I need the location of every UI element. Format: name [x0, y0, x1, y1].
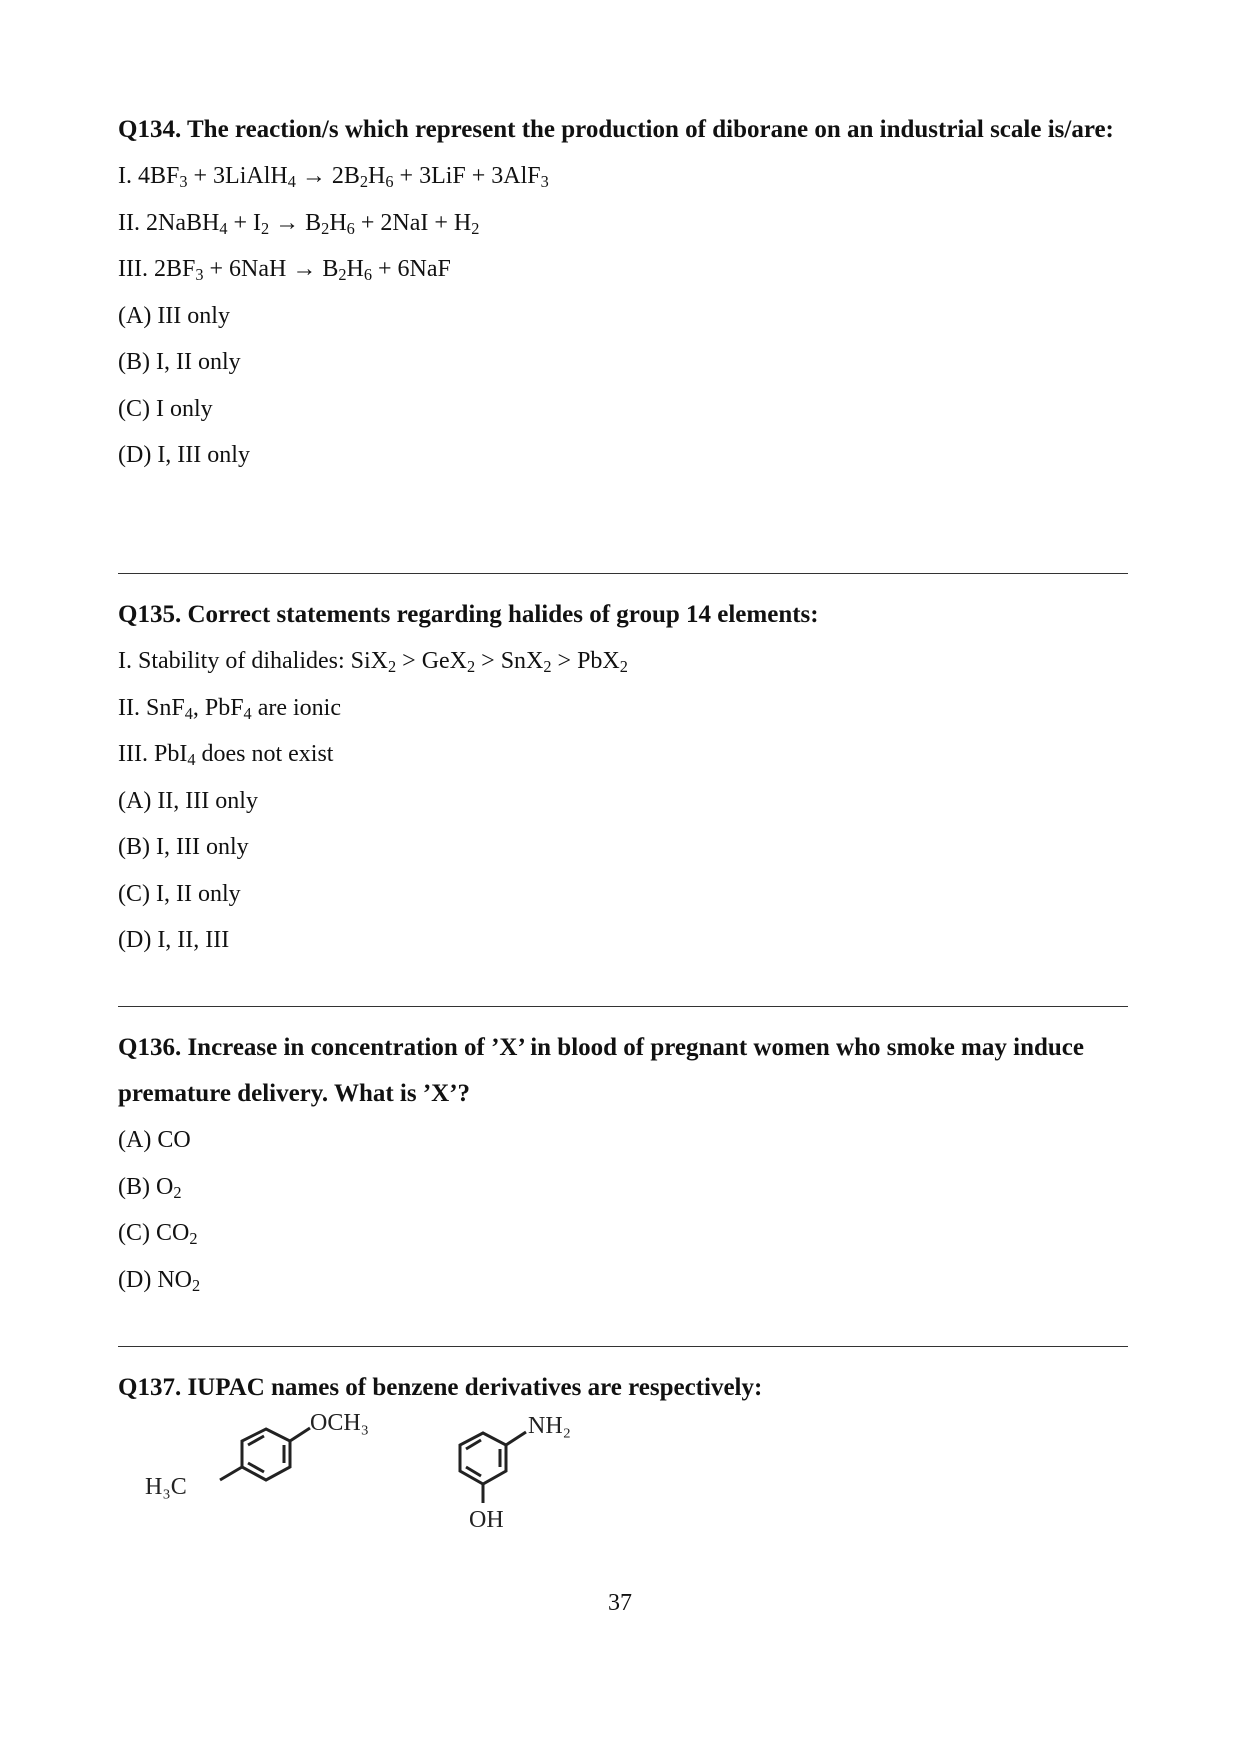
text-segment: (A) III only	[118, 302, 230, 329]
subscript: 4	[184, 703, 193, 723]
benzene-structure-methoxy	[140, 1405, 400, 1530]
text-segment: II. 2NaBH	[118, 209, 220, 236]
subscript: 2	[471, 218, 480, 238]
question-line	[118, 386, 1128, 433]
text-segment: H	[329, 209, 347, 236]
subscript: 6	[346, 218, 355, 238]
question-line	[118, 200, 1128, 247]
subscript: 2	[619, 657, 628, 677]
text-segment: III. PbI	[118, 741, 188, 767]
substituent-label: H₃C	[145, 1474, 187, 1500]
text-segment: H	[346, 256, 364, 282]
subscript: 2	[388, 657, 397, 677]
text-segment: III. 2BF	[118, 256, 196, 282]
bond-line	[290, 1428, 310, 1441]
question-line	[118, 638, 1128, 685]
question-line	[118, 432, 1128, 479]
text-segment: II. SnF	[118, 694, 185, 721]
question-title: Q136. Increase in concentration of ’X’ in blood of pregnant women who smoke may induce premature delivery. What is ’X’?	[118, 1034, 1084, 1107]
text-segment: I. Stability of dihalides: SiX	[118, 648, 388, 674]
question-line	[118, 917, 1128, 964]
question-line	[118, 731, 1128, 778]
benzene-ring	[460, 1432, 526, 1503]
text-segment: (B) O	[118, 1173, 174, 1200]
question-lines	[118, 638, 1128, 964]
subscript: 4	[219, 218, 228, 238]
text-segment: > PbX	[551, 648, 620, 674]
text-segment: , PbF	[192, 694, 244, 721]
question-title: Q137. IUPAC names of benzene derivatives are respectively:	[118, 1374, 763, 1401]
text-segment: (A) II, III only	[118, 787, 258, 814]
question-line	[118, 339, 1128, 386]
question-lines	[118, 153, 1128, 479]
subscript: 2	[338, 265, 347, 285]
subscript: 4	[187, 750, 196, 770]
text-segment: (B) I, II only	[118, 349, 241, 375]
question-line	[118, 1117, 1128, 1164]
text-segment: + 6NaF	[372, 256, 451, 282]
text-segment: (B) I, III only	[118, 834, 249, 860]
subscript: 2	[543, 657, 552, 677]
text-segment: > SnX	[475, 648, 544, 674]
text-segment: H	[368, 163, 386, 189]
question-title: Q134. The reaction/s which represent the production of diborane on an industrial scale is/are:	[118, 116, 1114, 143]
subscript: 2	[173, 1182, 182, 1202]
question-line	[118, 1164, 1128, 1211]
separator-line	[118, 573, 1128, 574]
question-line	[118, 778, 1128, 825]
question-title: Q135. Correct statements regarding halides of group 14 elements:	[118, 601, 819, 628]
subscript: 2	[191, 1275, 201, 1295]
text-segment: (A) CO	[118, 1127, 191, 1153]
substituent-label: NH₂	[528, 1413, 572, 1439]
benzene-structure-aminophenol	[430, 1405, 610, 1545]
question-136	[118, 1025, 1128, 1303]
question-line	[118, 153, 1128, 200]
subscript: 2	[359, 172, 369, 192]
text-segment: (C) CO	[118, 1220, 190, 1246]
text-segment: does not exist	[195, 741, 334, 767]
separator-line	[118, 1006, 1128, 1007]
text-segment: + 3LiF + 3AlF	[393, 163, 541, 189]
subscript: 6	[363, 265, 373, 285]
separator-line	[118, 1346, 1128, 1347]
text-segment: (C) I only	[118, 395, 213, 422]
benzene-ring	[220, 1428, 310, 1480]
subscript: 2	[261, 218, 270, 238]
text-segment: + 3LiAlH	[187, 163, 288, 189]
question-line	[118, 685, 1128, 732]
substituent-label: OCH₃	[310, 1410, 370, 1436]
subscript: 3	[540, 172, 549, 192]
text-segment: → B	[269, 209, 322, 236]
text-segment: → 2B	[295, 163, 360, 189]
bond-line	[220, 1467, 242, 1480]
subscript: 2	[321, 218, 330, 238]
bond-line	[506, 1432, 526, 1445]
subscript: 3	[195, 265, 204, 285]
text-segment: are ionic	[251, 694, 341, 721]
question-lines	[118, 1117, 1128, 1303]
text-segment: + I	[227, 209, 261, 236]
text-segment: + 2NaI + H	[354, 209, 472, 236]
subscript: 4	[243, 703, 252, 723]
text-segment: (D) I, II, III	[118, 927, 230, 953]
question-line	[118, 1210, 1128, 1257]
question-line	[118, 246, 1128, 293]
text-segment: (C) I, II only	[118, 880, 241, 907]
text-segment: (D) I, III only	[118, 442, 250, 468]
text-segment: + 6NaH → B	[203, 256, 339, 282]
question-line	[118, 1257, 1128, 1304]
subscript: 3	[179, 172, 188, 192]
page-number: 37	[608, 1590, 632, 1616]
substituent-label: OH	[469, 1507, 504, 1533]
question-line	[118, 871, 1128, 918]
subscript: 2	[467, 657, 476, 677]
text-segment: (D) NO	[118, 1266, 192, 1293]
question-135	[118, 592, 1128, 964]
subscript: 2	[189, 1229, 198, 1249]
subscript: 6	[385, 172, 394, 192]
text-segment: I. 4BF	[118, 163, 180, 189]
question-line	[118, 824, 1128, 871]
question-line	[118, 293, 1128, 340]
subscript: 4	[287, 172, 296, 192]
text-segment: > GeX	[396, 648, 468, 674]
question-134	[118, 107, 1128, 479]
